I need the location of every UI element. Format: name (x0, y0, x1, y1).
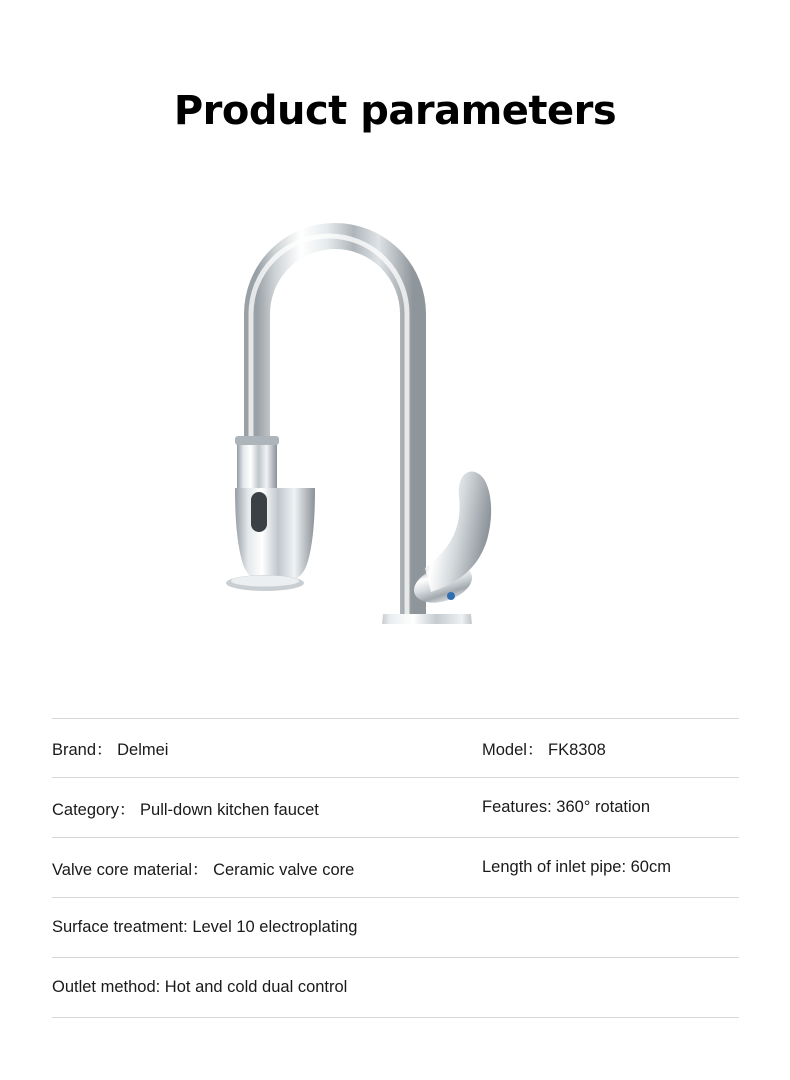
spec-features: Features: 360° rotation (482, 798, 651, 816)
spec-brand: Brand： Delmei (52, 741, 169, 759)
table-row (52, 778, 739, 838)
spec-valve-core-material: Valve core material： Ceramic valve core (52, 860, 355, 879)
spec-category: Category： Pull-down kitchen faucet (52, 800, 319, 819)
spec-outlet-method: Outlet method: Hot and cold dual control (52, 978, 348, 996)
spec-model: Model： FK8308 (482, 741, 606, 759)
table-row (52, 958, 739, 1018)
spec-surface-treatment: Surface treatment: Level 10 electroplating (52, 918, 358, 936)
spec-inlet-pipe-length: Length of inlet pipe: 60cm (482, 858, 671, 876)
faucet-illustration (185, 144, 605, 624)
product-image (0, 144, 790, 644)
specification-table (52, 718, 739, 1018)
table-row (52, 838, 739, 898)
table-row (52, 718, 739, 778)
table-row (52, 898, 739, 958)
page-title: Product parameters (173, 88, 617, 134)
